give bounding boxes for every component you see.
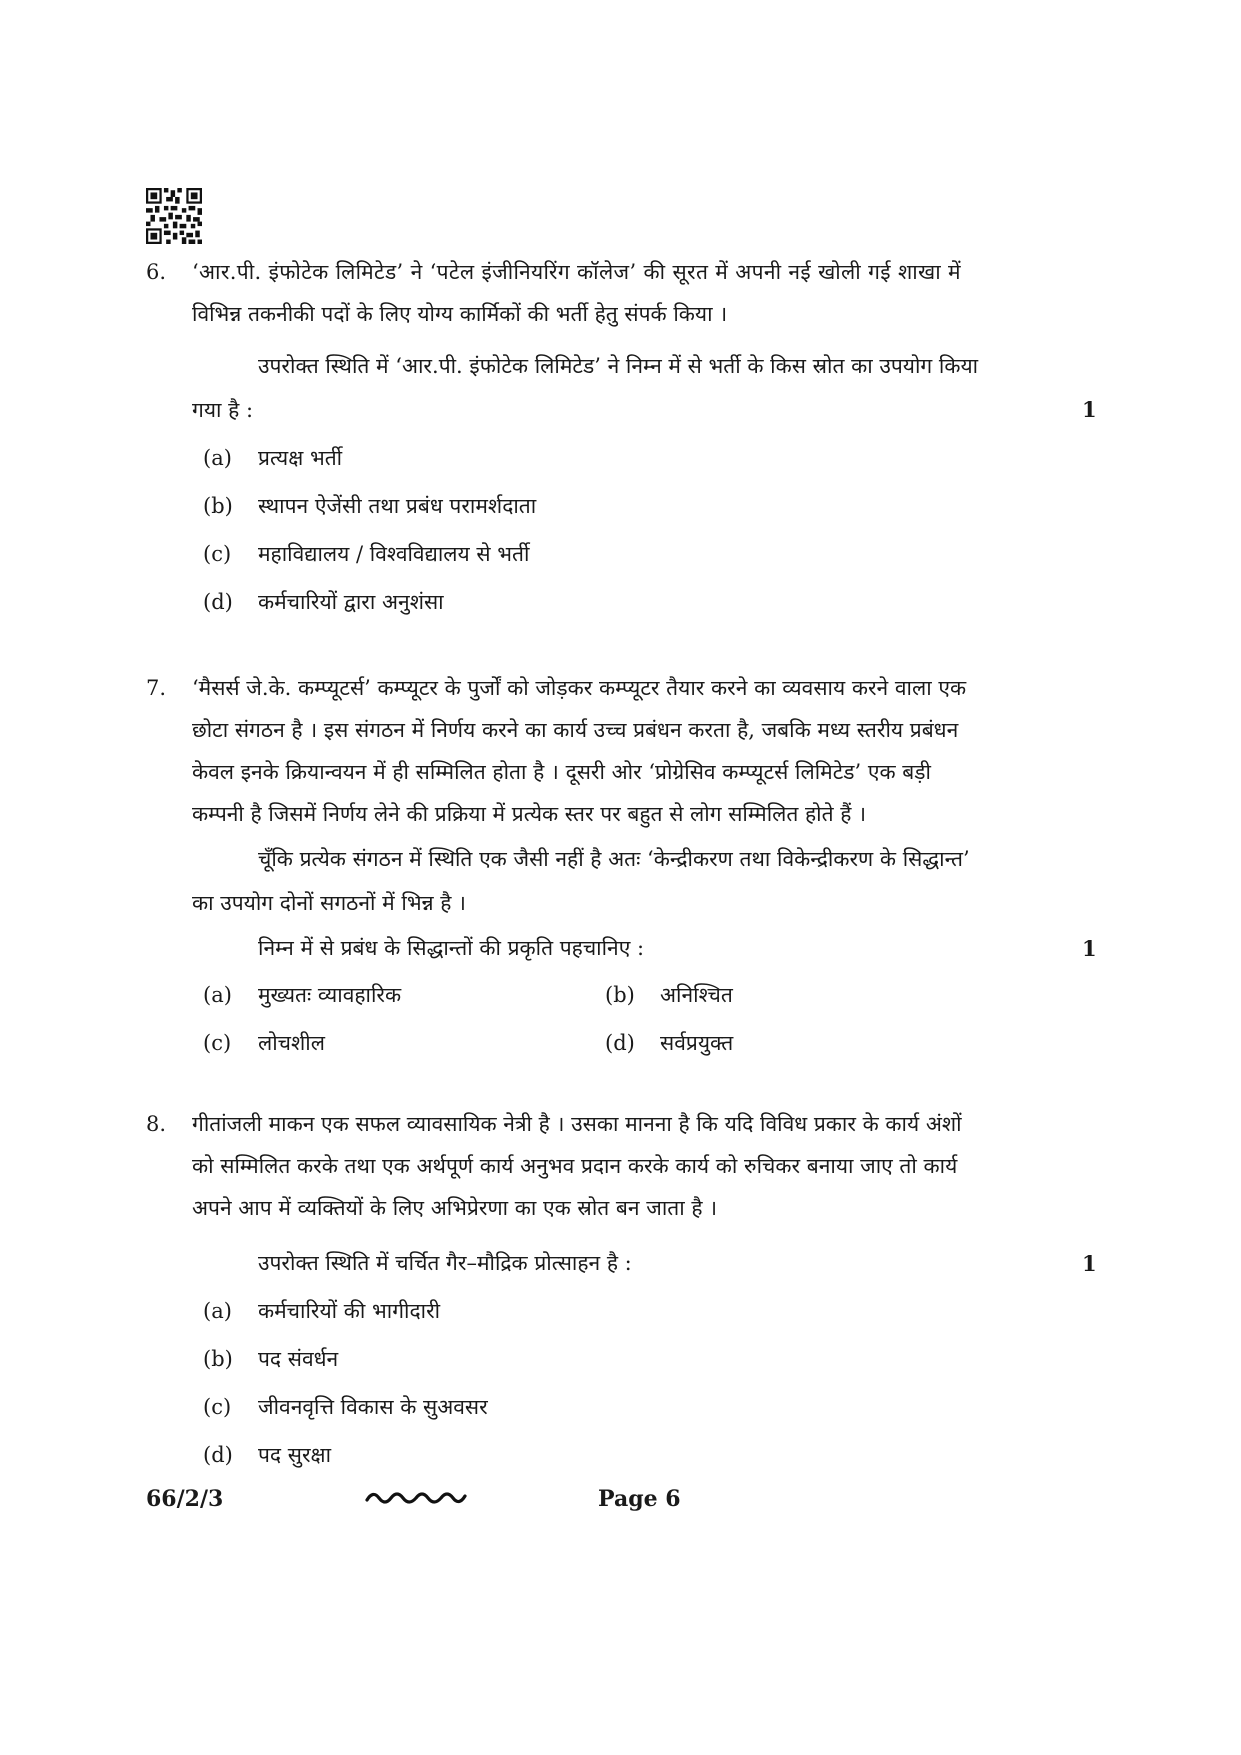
question-6-line-1: ‘आर.पी. इंफोटेक लिमिटेड’ ने ‘पटेल इंजीनियरिंग कॉलेज’ की सूरत में अपनी नई खोली गई शाखा में bbox=[192, 260, 961, 284]
q8-option-c-text: जीवनवृत्ति विकास के सुअवसर bbox=[258, 1395, 488, 1419]
question-6-line-3: उपरोक्त स्थिति में ‘आर.पी. इंफोटेक लिमिटेड’ ने निम्न में से भर्ती के किस स्रोत का उपयोग किया bbox=[258, 354, 979, 378]
question-8-line-4: उपरोक्त स्थिति में चर्चित गैर–मौद्रिक प्रोत्साहन है : bbox=[258, 1251, 632, 1275]
q8-option-c-letter: (c) bbox=[203, 1395, 232, 1419]
question-8-marks: 1 bbox=[1082, 1251, 1097, 1276]
q6-option-d-letter: (d) bbox=[203, 590, 233, 614]
q8-option-d-text: पद सुरक्षा bbox=[258, 1443, 332, 1467]
question-7-marks: 1 bbox=[1082, 936, 1097, 961]
question-7-number: 7. bbox=[146, 676, 167, 700]
question-6-line-4: गया है : bbox=[192, 398, 254, 422]
question-7-line-6: का उपयोग दोनों सगठनों में भिन्न है । bbox=[192, 891, 467, 915]
qr-code bbox=[146, 188, 202, 244]
q7-option-d-letter: (d) bbox=[605, 1031, 635, 1055]
q8-option-b-text: पद संवर्धन bbox=[258, 1347, 339, 1371]
q8-option-a-letter: (a) bbox=[203, 1299, 232, 1323]
q8-option-d-letter: (d) bbox=[203, 1443, 233, 1467]
q7-option-a-text: मुख्यतः व्यावहारिक bbox=[258, 983, 402, 1007]
question-7-line-4: कम्पनी है जिसमें निर्णय लेने की प्रक्रिया में प्रत्येक स्तर पर बहुत से लोग सम्मिलित होते हैं । bbox=[192, 802, 867, 826]
q6-option-c-text: महाविद्यालय / विश्वविद्यालय से भर्ती bbox=[258, 542, 530, 566]
paper-code: 66/2/3 bbox=[146, 1486, 224, 1512]
question-8-line-2: को सम्मिलित करके तथा एक अर्थपूर्ण कार्य अनुभव प्रदान करके कार्य को रुचिकर बनाया जाए तो कार्य bbox=[192, 1154, 958, 1178]
q8-option-a-text: कर्मचारियों की भागीदारी bbox=[258, 1299, 441, 1323]
question-8-number: 8. bbox=[146, 1112, 167, 1136]
question-7-line-2: छोटा संगठन है । इस संगठन में निर्णय करने का कार्य उच्च प्रबंधन करता है, जबकि मध्य स्तरीय प्रबंधन bbox=[192, 718, 959, 742]
question-8-line-1: गीतांजली माकन एक सफल व्यावसायिक नेत्री है । उसका मानना है कि यदि विविध प्रकार के कार्य अंशों bbox=[192, 1112, 962, 1136]
q6-option-b-letter: (b) bbox=[203, 494, 233, 518]
question-7-line-3: केवल इनके क्रियान्वयन में ही सम्मिलित होता है । दूसरी ओर ‘प्रोग्रेसिव कम्प्यूटर्स लिमिटेड’ एक बड़ी bbox=[192, 760, 931, 784]
q7-option-b-text: अनिश्चित bbox=[660, 983, 733, 1007]
page-number: Page 6 bbox=[598, 1486, 681, 1512]
q7-option-d-text: सर्वप्रयुक्त bbox=[660, 1031, 734, 1055]
q6-option-d-text: कर्मचारियों द्वारा अनुशंसा bbox=[258, 590, 444, 614]
q6-option-a-letter: (a) bbox=[203, 446, 232, 470]
question-7-line-7: निम्न में से प्रबंध के सिद्धान्तों की प्रकृति पहचानिए : bbox=[258, 936, 645, 960]
q7-option-c-letter: (c) bbox=[203, 1031, 232, 1055]
question-6-number: 6. bbox=[146, 260, 167, 284]
question-7-line-1: ‘मैसर्स जे.के. कम्प्यूटर्स’ कम्प्यूटर के पुर्जों को जोड़कर कम्प्यूटर तैयार करने का व्यवसाय करने वाला एक bbox=[192, 676, 967, 700]
q7-option-c-text: लोचशील bbox=[258, 1031, 325, 1055]
q7-option-b-letter: (b) bbox=[605, 983, 635, 1007]
q8-option-b-letter: (b) bbox=[203, 1347, 233, 1371]
question-6-line-2: विभिन्न तकनीकी पदों के लिए योग्य कार्मिकों की भर्ती हेतु संपर्क किया । bbox=[192, 302, 728, 326]
question-6-marks: 1 bbox=[1082, 397, 1097, 422]
question-8-line-3: अपने आप में व्यक्तियों के लिए अभिप्रेरणा का एक स्रोत बन जाता है । bbox=[192, 1196, 718, 1220]
q6-option-a-text: प्रत्यक्ष भर्ती bbox=[258, 446, 343, 470]
q7-option-a-letter: (a) bbox=[203, 983, 232, 1007]
q6-option-c-letter: (c) bbox=[203, 542, 232, 566]
q6-option-b-text: स्थापन ऐजेंसी तथा प्रबंध परामर्शदाता bbox=[258, 494, 537, 518]
question-7-line-5: चूँकि प्रत्येक संगठन में स्थिति एक जैसी नहीं है अतः ‘केन्द्रीकरण तथा विकेन्द्रीकरण के सिद्धान्त’ bbox=[258, 847, 970, 871]
wave-ornament bbox=[365, 1488, 467, 1508]
